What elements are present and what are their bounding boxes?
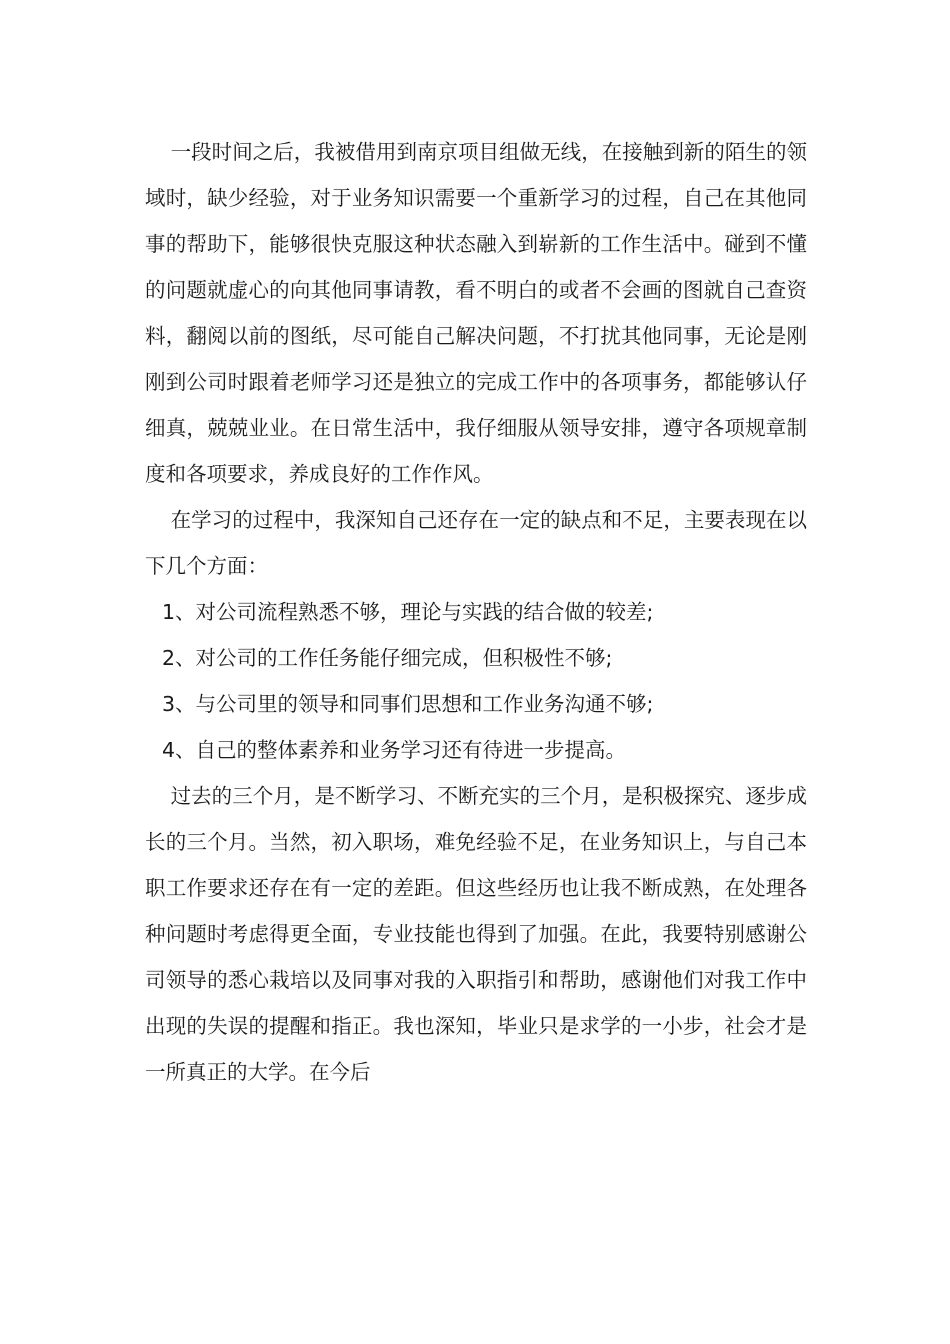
paragraph-1: 一段时间之后，我被借用到南京项目组做无线，在接触到新的陌生的领域时，缺少经验，对于业务知识需要一个重新学习的过程，自己在其他同事的帮助下，能够很快克服这种状态融入到崭新的工作生活中。碰到不懂的问题就虚心的向其他同事请教，看不明白的或者不会画的图就自己查资料，翻阅以前的图纸，尽可能自己解决问题，不打扰其他同事，无论是刚刚到公司时跟着老师学习还是独立的完成工作中的各项事务，都能够认仔细真，兢兢业业。在日常生活中，我仔细服从领导安排，遵守各项规章制度和各项要求，养成良好的工作作风。 [145,140,807,486]
document-body [145,129,807,1095]
list-item-4: 4、自己的整体素养和业务学习还有待进一步提高。 [162,738,627,762]
list-item-2: 2、对公司的工作任务能仔细完成，但积极性不够; [162,646,613,670]
list-item-3: 3、与公司里的领导和同事们思想和工作业务沟通不够; [162,692,654,716]
paragraph-2: 在学习的过程中，我深知自己还存在一定的缺点和不足，主要表现在以下几个方面： [145,508,807,578]
paragraph-3: 过去的三个月，是不断学习、不断充实的三个月，是积极探究、逐步成长的三个月。当然，初入职场，难免经验不足，在业务知识上，与自己本职工作要求还存在有一定的差距。但这些经历也让我不断成熟，在处理各种问题时考虑得更全面，专业技能也得到了加强。在此，我要特别感谢公司领导的悉心栽培以及同事对我的入职指引和帮助，感谢他们对我工作中出现的失误的提醒和指正。我也深知，毕业只是求学的一小步，社会才是一所真正的大学。在今后 [145,784,807,1084]
list-item-1: 1、对公司流程熟悉不够，理论与实践的结合做的较差; [162,600,654,624]
